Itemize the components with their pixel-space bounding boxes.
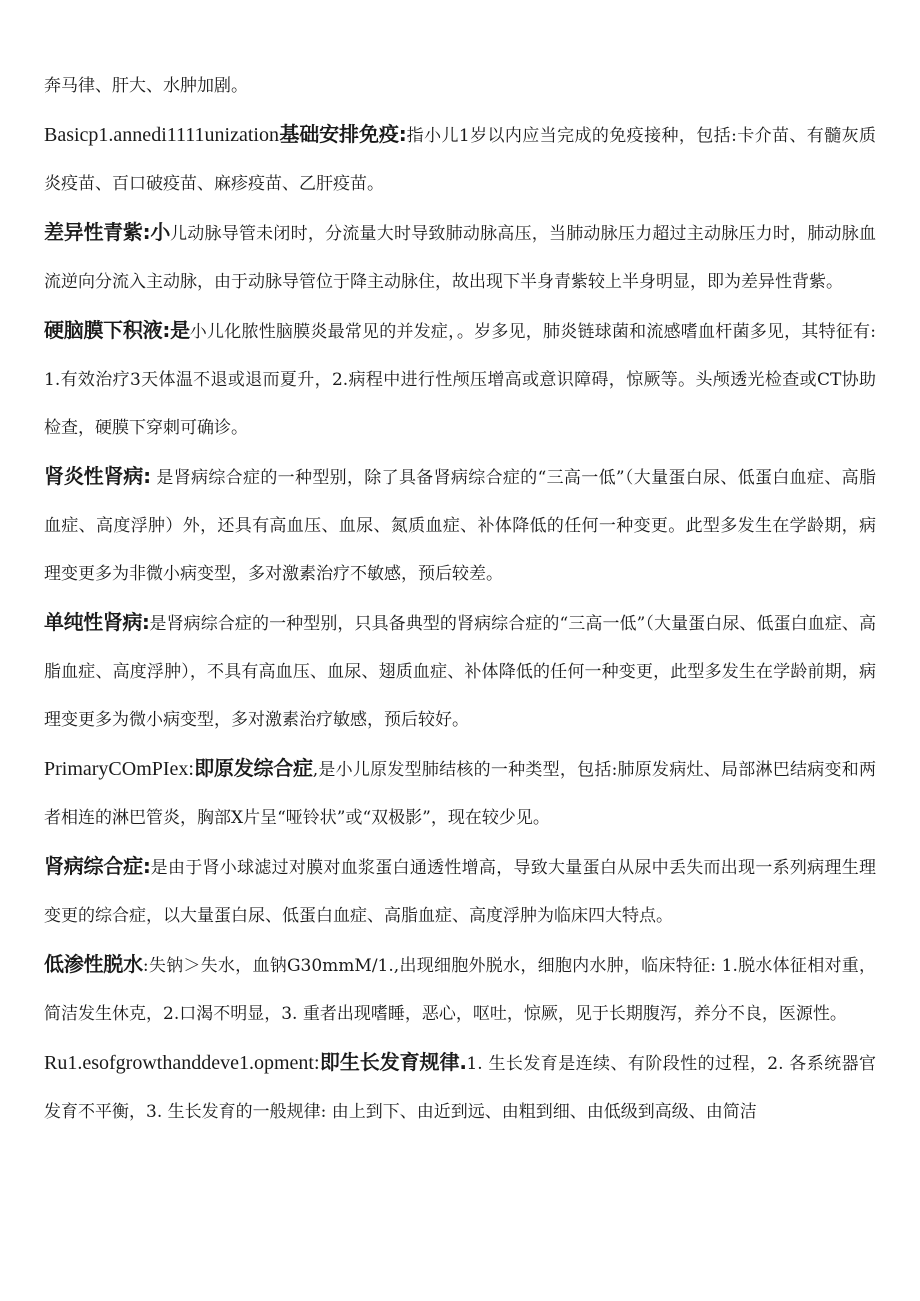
term-heading: 即生长发育规律. xyxy=(319,1050,467,1074)
paragraph-basic-immunization xyxy=(44,110,876,208)
paragraph-body: 儿动脉导管未闭时，分流量大时导致肺动脉高压，当肺动脉压力超过主动脉压力时，肺动脉血流逆向分流入主动脉，由于动脉导管位于降主动脉住，故出现下半身青紫较上半身明显，即为差异性背紫。 xyxy=(44,224,876,292)
term-latin: PrimaryCOmPIex: xyxy=(44,758,194,780)
paragraph-body: 是由于肾小球滤过对膜对血浆蛋白通透性增高，导致大量蛋白从尿中丢失而出现一系列病理生理变更的综合症，以大量蛋白尿、低蛋白血症、高脂血症、高度浮肿为临床四大特点。 xyxy=(44,858,877,926)
paragraph-subdural-effusion xyxy=(44,306,876,452)
paragraph-hypotonic-dehydration xyxy=(44,940,876,1038)
paragraph-body: 小儿化脓性脑膜炎最常见的并发症，。岁多见，肺炎链球菌和流感嗜血杆菌多见，其特征有: 1.有效治疗3天体温不退或退而夏升，2.病程中进行性颅压增高或意识障碍，惊厥等。头颅透光检查或CT协助检查，硬膜下穿刺可确诊。 xyxy=(44,322,876,438)
term-heading: 单纯性肾病: xyxy=(44,610,150,634)
document-page xyxy=(44,62,876,1136)
term-heading: 硬脑膜下积液:是 xyxy=(44,318,190,342)
paragraph-nephritic-nephrosis xyxy=(44,452,876,598)
term-heading: 即原发综合症 xyxy=(194,756,313,780)
paragraph-body: ,是小儿原发型肺结核的一种类型，包括:肺原发病灶、局部淋巴结病变和两者相连的淋巴管炎，胸部X片呈“哑铃状”或“双极影”，现在较少见。 xyxy=(44,760,876,828)
term-heading: 低渗性脱水 xyxy=(44,952,143,976)
paragraph-simple-nephrosis xyxy=(44,598,876,744)
term-heading: 基础安排免疫: xyxy=(278,122,407,146)
paragraph-continuation xyxy=(44,62,876,110)
paragraph-growth-rules xyxy=(44,1038,876,1136)
term-heading: 肾炎性肾病: xyxy=(44,464,151,488)
term-heading: 肾病综合症: xyxy=(44,854,151,878)
paragraph-body: 奔马律、肝大、水肿加剧。 xyxy=(44,76,248,96)
paragraph-body: 是肾病综合症的一种型别，除了具备肾病综合症的“三高一低”（大量蛋白尿、低蛋白血症、高脂血症、高度浮肿）外，还具有高血压、血尿、氮质血症、补体降低的任何一种变更。此型多发生在学龄期，病理变更多为非微小病变型，多对激素治疗不敏感，预后较差。 xyxy=(44,468,876,584)
term-latin: Basicp1.annedi1111unization xyxy=(44,124,279,146)
paragraph-body: 是肾病综合症的一种型别，只具备典型的肾病综合症的“三高一低”（大量蛋白尿、低蛋白血症、高脂血症、高度浮肿），不具有高血压、血尿、翅质血症、补体降低的任何一种变更，此型多发生在学龄前期，病理变更多为微小病变型，多对激素治疗敏感，预后较好。 xyxy=(44,614,876,730)
term-latin: Ru1.esofgrowthanddeve1.opment: xyxy=(44,1052,320,1074)
paragraph-nephrotic-syndrome xyxy=(44,842,876,940)
paragraph-differential-cyanosis xyxy=(44,208,876,306)
paragraph-primary-complex xyxy=(44,744,876,842)
paragraph-body: 指小儿1岁以内应当完成的免疫接种，包括:卡介苗、有髓灰质炎疫苗、百口破疫苗、麻疹疫苗、乙肝疫苗。 xyxy=(44,126,877,194)
term-heading: 差异性青紫:小 xyxy=(44,220,171,244)
paragraph-body: 1. 生长发育是连续、有阶段性的过程，2. 各系统器官发育不平衡，3. 生长发育的一般规律: 由上到下、由近到远、由粗到细、由低级到高级、由简洁 xyxy=(44,1054,876,1122)
paragraph-body: :失钠＞失水，血钠G30mmM/1.,出现细胞外脱水，细胞内水肿，临床特征: 1.脱水体征相对重，简洁发生休克，2.口渴不明显，3. 重者出现嗜睡，恶心，呕吐，惊厥，见于长期腹泻，养分不良，医源性。 xyxy=(44,956,877,1024)
